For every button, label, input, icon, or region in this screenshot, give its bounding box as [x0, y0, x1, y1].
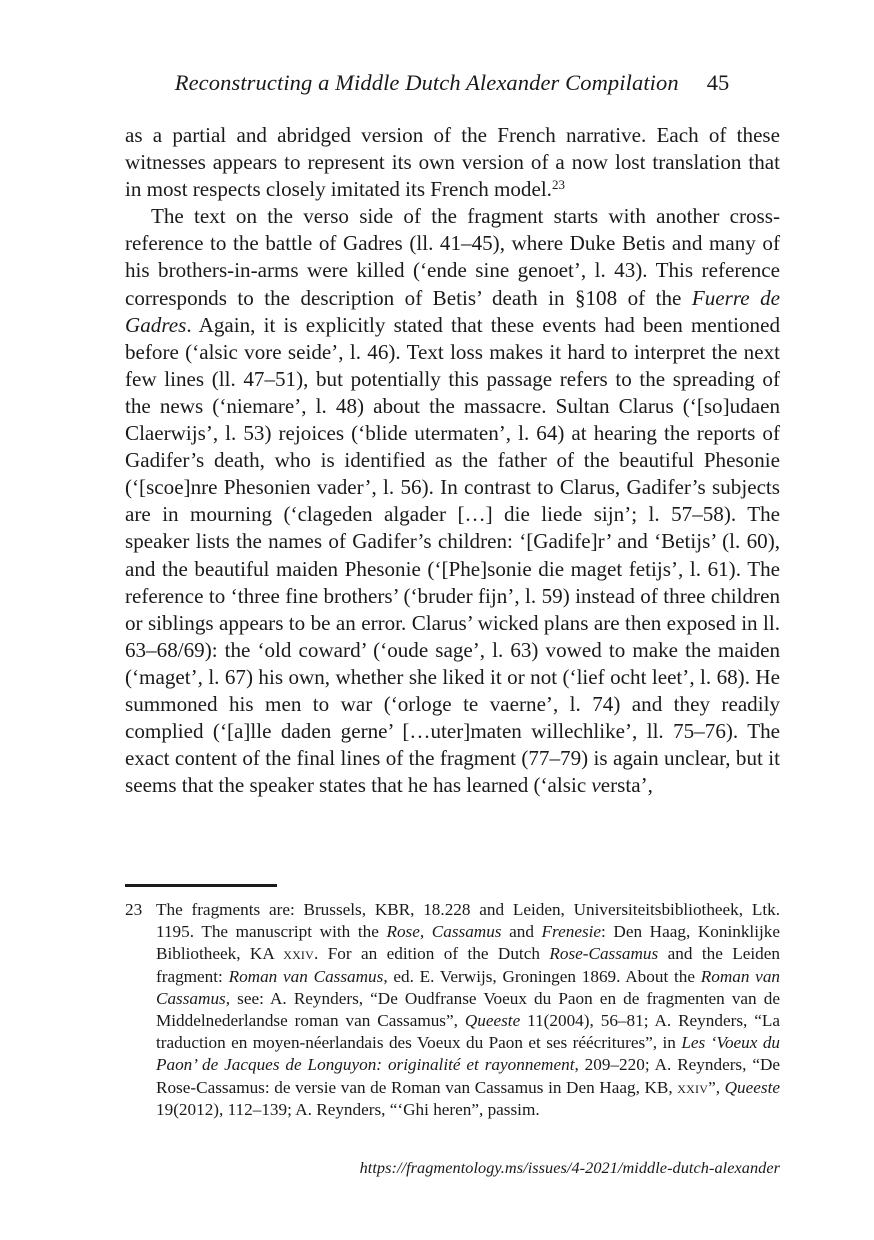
footnote-separator-rule: [125, 884, 277, 887]
paragraph-continuation: [125, 122, 780, 203]
footnote-23: [125, 899, 780, 1121]
footnote-segment-6: , ed. E. Verwijs, Groningen 1869. About the: [383, 966, 701, 986]
running-head-title: Reconstructing a Middle Dutch Alexander Compilation: [174, 70, 679, 95]
paragraph-1-text: as a partial and abridged version of the French narrative. Each of these witnesses appears to represent its own version of a now lost translation that in most respects closely imitated its French model.: [125, 123, 780, 202]
footnote-segment-3: : Den Haag, Koninklijke Bibliotheek, KA: [156, 922, 780, 964]
paragraph-2-segment-3: ersta’,: [600, 773, 653, 798]
shelfmark-roman-numeral-2: xxiv: [677, 1077, 709, 1097]
footnote-segment-4: . For an edition of the Dutch: [314, 944, 550, 964]
title-roman-van-cassamus-1: Roman van Cassamus: [228, 966, 384, 986]
footnote-segment-10: ”,: [708, 1077, 725, 1097]
footer-url[interactable]: https://fragmentology.ms/issues/4-2021/middle-dutch-alexander: [359, 1158, 780, 1177]
footnote-segment-8: 11(2004), 56–81; A. Reynders, “La traduction en moyen-néerlandais des Voeux du Paon et ses réécritures”, in: [156, 1011, 780, 1053]
shelfmark-roman-numeral-1: xxiv: [283, 944, 314, 964]
title-les-voeux-du-paon: Les ‘Voeux du Paon’ de Jacques de Longuyon: originalité et rayonnement: [156, 1033, 781, 1075]
footnote-segment-7: , see: A. Reynders, “De Oudfranse Voeux du Paon en de fragmenten van de Middelnederlandse roman van Cassamus”,: [156, 988, 780, 1031]
body-text-block: [125, 122, 780, 799]
footnote-segment-2: and: [501, 922, 542, 942]
paragraph-2-segment-2: . Again, it is explicitly stated that these events had been mentioned before (‘alsic vore seide’, l. 46). Text loss makes it hard to interpret the next few lines (ll. 47–51), but potentially this passage refers to the spreading of the news (‘niemare’, l. 48) about the massacre. Sultan Clarus (‘[so]udaen Claerwijs’, l. 53) rejoices (‘blide utermaten’, l. 64) at hearing the reports of Gadifer’s death, who is identified as the father of the beautiful Phesonie (‘[scoe]nre Phesonien vader’, l. 56). In contrast to Clarus, Gadifer’s subjects are in mourning (‘clageden algader […] die liede sijn’; l. 57–58). The speaker lists the names of Gadifer’s children: ‘[Gadife]r’ and ‘Betijs’ (l. 60), and the beautiful maiden Phesonie (‘[Phe]sonie die maget fetijs’, l. 61). The reference to ‘three fine brothers’ (‘bruder fijn’, l. 59) instead of three children or siblings appears to be an error. Clarus’ wicked plans are then exposed in ll. 63–68/69): the ‘old coward’ (‘oude sage’, l. 63) vowed to make the maiden (‘maget’, l. 67) his own, whether she liked it or not (‘lief ocht leet’, l. 68). He summoned his men to war (‘orloge te vaerne’, l. 74) and they readily complied (‘[a]lle daden gerne’ […uter]maten willechlike’, ll. 75–76). The exact content of the final lines of the fragment (77–79) is again unclear, but it seems that the speaker states that he has learned (‘alsic: [125, 312, 780, 798]
footnote-segment-9: , 209–220; A. Reynders, “De Rose-Cassamus: de versie van de Roman van Cassamus in Den Haag, KB,: [156, 1055, 780, 1097]
footnote-segment-1: The fragments are: Brussels, KBR, 18.228 and Leiden, Universiteitsbibliotheek, Ltk. 1195. The manuscript with the: [156, 900, 780, 942]
journal-queeste-1: Queeste: [464, 1011, 521, 1031]
paragraph-2-segment-1: The text on the verso side of the fragment starts with another cross-reference to the battle of Gadres (ll. 41–45), where Duke Betis and many of his brothers-in-arms were killed (‘ende sine genoet’, l. 43). This reference corresponds to the description of Betis’ death in §108 of the: [125, 204, 780, 310]
journal-queeste-2: Queeste: [724, 1077, 780, 1097]
running-head: [125, 70, 779, 104]
footnote-segment-11: 19(2012), 112–139; A. Reynders, “‘Ghi heren”, passim.: [156, 1099, 540, 1119]
title-rose-cassamus: Rose, Cassamus: [386, 922, 502, 942]
footnote-segment-5: and the Leiden fragment:: [156, 944, 780, 986]
page-number: 45: [706, 70, 730, 95]
paragraph-2: [125, 203, 780, 799]
title-rose-cassamus-2: Rose-Cassamus: [549, 944, 659, 964]
quoted-word-versta-initial: v: [591, 773, 601, 798]
title-roman-van-cassamus-2: Roman van Cassamus: [156, 966, 781, 1008]
title-fuerre-de-gadres: Fuerre de Gadres: [125, 285, 780, 337]
footnote-number: 23: [125, 900, 143, 919]
title-frenesie: Frenesie: [541, 922, 602, 942]
footnote-reference-mark[interactable]: 23: [551, 177, 566, 193]
footnote-block: [125, 899, 780, 1121]
